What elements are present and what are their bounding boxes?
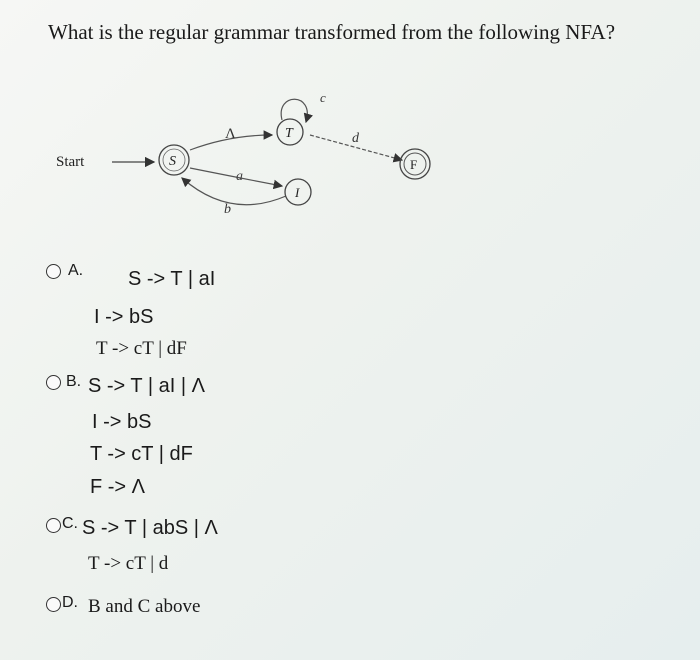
- edge-label-c: c: [320, 90, 326, 105]
- state-s: [159, 145, 189, 175]
- nfa-diagram: [50, 80, 480, 250]
- radio-option-b[interactable]: [46, 375, 61, 390]
- option-a-line-1: S -> T | aI: [128, 268, 216, 290]
- state-i: [285, 179, 311, 205]
- option-b-line-4: F -> Λ: [90, 476, 146, 498]
- radio-option-c[interactable]: [46, 518, 61, 533]
- option-a-line-2: I -> bS: [94, 306, 154, 328]
- option-c-line-2: T -> cT | d: [88, 553, 169, 574]
- edge-label-lambda: Λ: [225, 126, 236, 142]
- edge-label-b: b: [224, 202, 231, 217]
- edge-i-to-s: [182, 178, 286, 205]
- svg-text:I: I: [295, 185, 300, 200]
- svg-text:T: T: [285, 126, 293, 141]
- svg-text:S: S: [169, 154, 176, 169]
- option-a-letter: A.: [68, 262, 84, 279]
- svg-text:F: F: [410, 157, 418, 172]
- state-f: [400, 149, 430, 179]
- option-b-line-2: I -> bS: [92, 411, 152, 433]
- option-b-line-3: T -> cT | dF: [90, 443, 193, 465]
- option-a-line-3: T -> cT | dF: [96, 338, 187, 359]
- state-t: [277, 119, 303, 145]
- option-c-letter: C.: [62, 515, 78, 532]
- edge-label-d: d: [352, 131, 359, 146]
- start-label: Start: [56, 154, 85, 170]
- edge-label-a: a: [236, 169, 243, 184]
- option-c-line-1: S -> T | abS | Λ: [82, 517, 218, 539]
- option-d-letter: D.: [62, 594, 78, 611]
- option-d-line-1: B and C above: [88, 596, 201, 617]
- option-b-letter: B.: [66, 373, 82, 390]
- radio-option-a[interactable]: [46, 264, 61, 279]
- option-b-line-1: S -> T | aI | Λ: [88, 375, 205, 397]
- edge-t-loop: [281, 99, 307, 122]
- question-text: What is the regular grammar transformed from the following NFA?: [48, 20, 616, 44]
- radio-option-d[interactable]: [46, 597, 61, 612]
